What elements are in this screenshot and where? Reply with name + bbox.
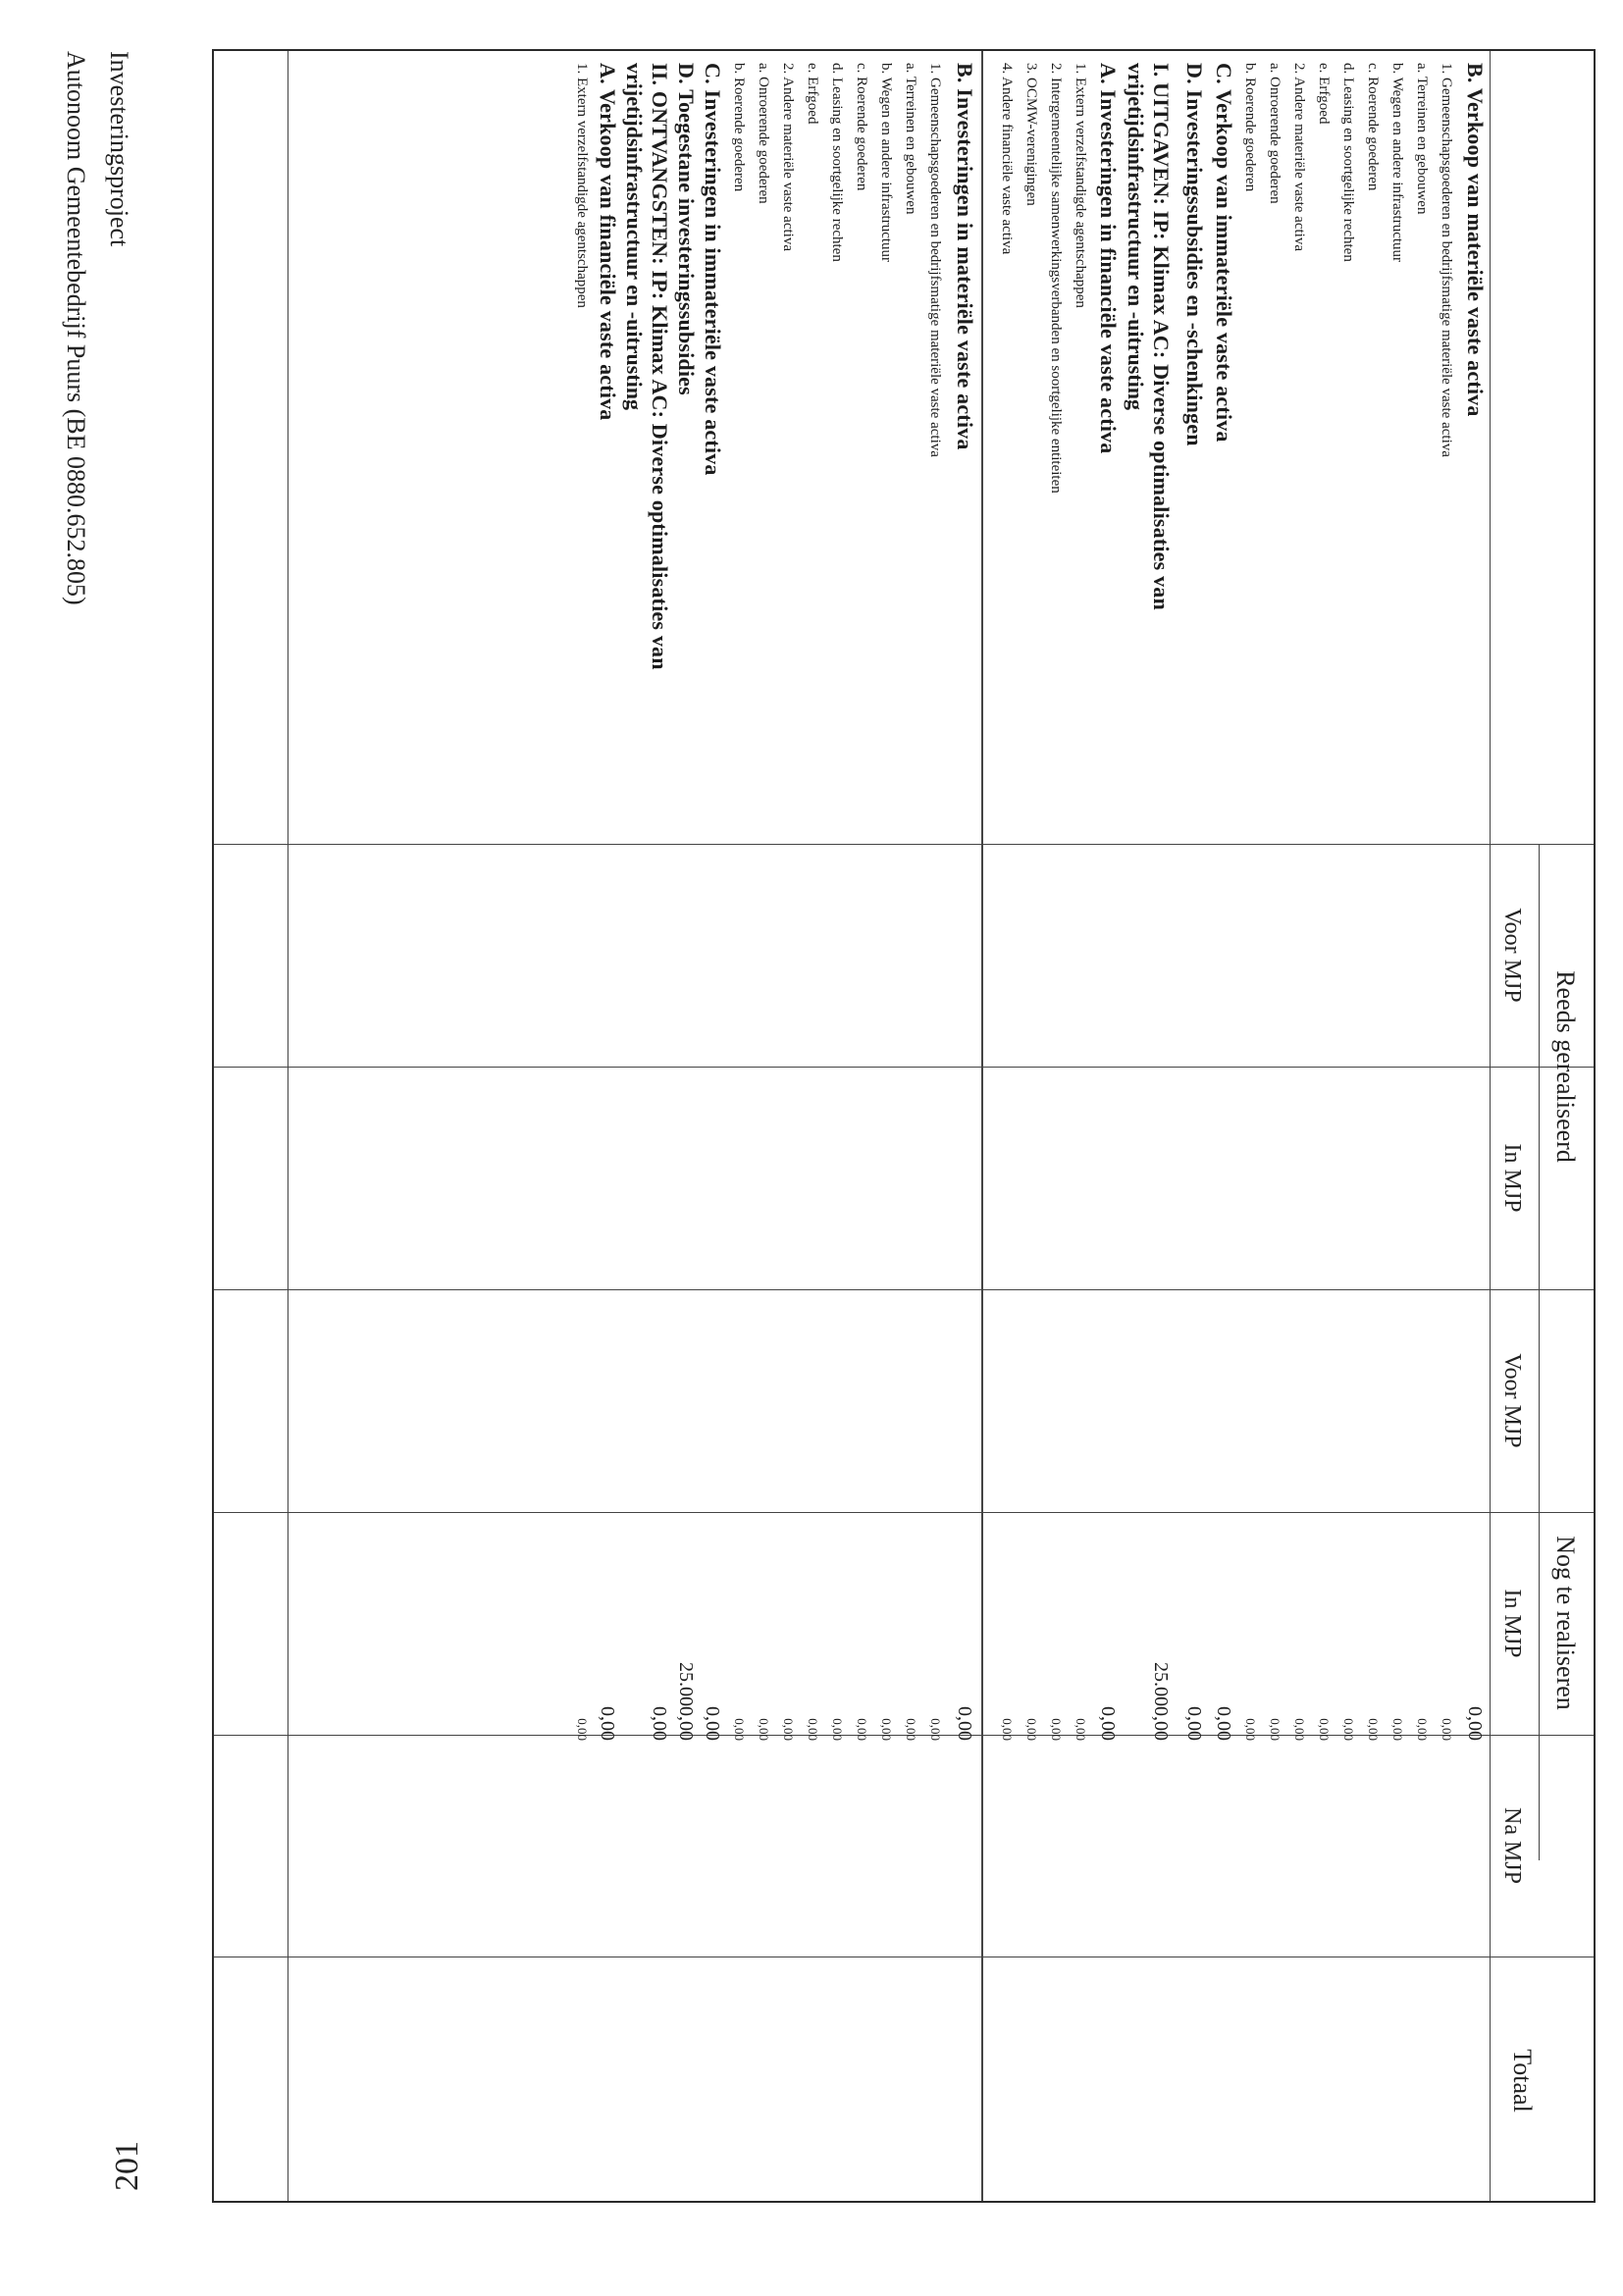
row-amount: 0,00 <box>1292 1718 1307 1741</box>
table-row <box>900 51 921 2201</box>
table-row <box>1125 51 1146 2201</box>
row-amount: 0,00 <box>781 1718 796 1741</box>
table-row <box>675 51 697 2201</box>
table-row <box>954 51 975 2201</box>
row-label: I. UITGAVEN: IP: Klimax AC: Diverse optimalisaties van <box>1149 63 1174 610</box>
row-amount: 0,00 <box>904 1718 918 1741</box>
row-label: 1. Extern verzelfstandigde agentschappen <box>574 63 590 308</box>
row-label: b. Roerende goederen <box>731 63 747 192</box>
row-label: 1. Gemeenschapsgoederen en bedrijfsmatige materiële vaste activa <box>1439 63 1454 457</box>
table-row <box>753 51 774 2201</box>
row-label: vrijetijdsinfrastructuur en -uitrusting <box>1124 63 1148 411</box>
row-amount: 0,00 <box>1440 1718 1454 1741</box>
header-nog-te-realiseren: Nog te realiseren <box>1551 1536 1580 1710</box>
header-reeds-gerealiseerd: Reeds gerealiseerd <box>1551 970 1580 1163</box>
table-row <box>1464 51 1486 2201</box>
footer-project: Investeringsproject <box>105 51 133 247</box>
row-label: a. Terreinen en gebouwen <box>903 63 918 215</box>
table-row <box>1337 51 1359 2201</box>
table-row <box>875 51 897 2201</box>
row-label: II. ONTVANGSTEN: IP: Klimax AC: Diverse optimalisaties van <box>648 63 672 670</box>
table-row <box>1411 51 1433 2201</box>
row-amount: 0,00 <box>1415 1718 1430 1741</box>
row-amount: 0,00 <box>1243 1718 1258 1741</box>
table-row <box>826 51 848 2201</box>
row-amount: 0,00 <box>1268 1718 1283 1741</box>
row-amount: 0,00 <box>954 1706 975 1741</box>
row-amount: 0,00 <box>1073 1718 1088 1741</box>
row-amount: 0,00 <box>830 1718 845 1741</box>
row-amount: 0,00 <box>575 1718 590 1741</box>
row-label: e. Erfgoed <box>1316 63 1332 125</box>
row-label: 2. Andere materiële vaste activa <box>1291 63 1307 251</box>
row-amount: 0,00 <box>702 1706 723 1741</box>
table-row <box>1097 51 1119 2201</box>
row-label: d. Leasing en soortgelijke rechten <box>1340 63 1356 262</box>
table-row <box>728 51 750 2201</box>
header-totaal: Totaal <box>1508 2049 1537 2113</box>
row-label: C. Investeringen in immateriële vaste activa <box>701 63 725 476</box>
section-divider <box>981 51 983 2201</box>
row-amount: 0,00 <box>879 1718 894 1741</box>
header-voor-mjp: Voor MJP <box>1499 908 1525 1003</box>
row-label: A. Investeringen in financiële vaste activa <box>1096 63 1121 454</box>
row-amount: 0,00 <box>649 1706 670 1741</box>
row-amount: 0,00 <box>1024 1718 1039 1741</box>
row-amount: 25.000,00 <box>675 1662 697 1741</box>
row-amount: 0,00 <box>597 1706 618 1741</box>
table-row <box>1045 51 1067 2201</box>
row-label: 1. Extern verzelfstandigde agentschappen <box>1073 63 1088 308</box>
table-row <box>1264 51 1285 2201</box>
row-amount: 0,00 <box>1366 1718 1381 1741</box>
row-label: c. Roerende goederen <box>1365 63 1381 191</box>
table-row <box>649 51 670 2201</box>
table-row <box>1387 51 1408 2201</box>
row-label: b. Wegen en andere infrastructuur <box>1389 63 1405 263</box>
row-label: c. Roerende goederen <box>854 63 869 191</box>
table-row <box>996 51 1018 2201</box>
table-row <box>1362 51 1384 2201</box>
table-row <box>777 51 799 2201</box>
table-row <box>1239 51 1261 2201</box>
header-voor-mjp: Voor MJP <box>1499 1353 1525 1448</box>
row-label: b. Wegen en andere infrastructuur <box>878 63 894 263</box>
table-row <box>1070 51 1091 2201</box>
row-label: D. Investeringssubsidies en -schenkingen <box>1182 63 1207 446</box>
row-amount: 25.000,00 <box>1150 1662 1172 1741</box>
row-label: A. Verkoop van financiële vaste activa <box>596 63 620 421</box>
row-label: 1. Gemeenschapsgoederen en bedrijfsmatige materiële vaste activa <box>927 63 943 457</box>
row-label: vrijetijdsinfrastructuur en -uitrusting <box>622 63 647 411</box>
table-row <box>1213 51 1234 2201</box>
row-label: B. Verkoop van materiële vaste activa <box>1463 63 1488 417</box>
row-amount: 0,00 <box>1390 1718 1405 1741</box>
row-amount: 0,00 <box>1183 1706 1205 1741</box>
table-row <box>1150 51 1172 2201</box>
row-label: b. Roerende goederen <box>1242 63 1258 192</box>
row-label: 3. OCMW-verenigingen <box>1023 63 1039 206</box>
row-label: B. Investeringen in materiële vaste activa <box>953 63 977 450</box>
row-amount: 0,00 <box>928 1718 943 1741</box>
table-row <box>924 51 946 2201</box>
row-amount: 0,00 <box>855 1718 869 1741</box>
row-label: D. Toegestane investeringssubsidies <box>674 63 699 395</box>
row-label: a. Onroerende goederen <box>1267 63 1283 204</box>
row-amount: 0,00 <box>806 1718 820 1741</box>
table-row <box>802 51 823 2201</box>
row-label: e. Erfgoed <box>805 63 820 125</box>
row-label: a. Onroerende goederen <box>756 63 771 204</box>
row-label: 4. Andere financiële vaste activa <box>999 63 1015 255</box>
row-label: C. Verkoop van immateriële vaste activa <box>1212 63 1236 443</box>
table-row <box>597 51 618 2201</box>
page-number: 201 <box>109 2141 145 2191</box>
header-in-mjp: In MJP <box>1499 1589 1525 1658</box>
investment-table <box>212 49 1596 2203</box>
table-row <box>1288 51 1310 2201</box>
row-amount: 0,00 <box>1317 1718 1332 1741</box>
footer-company: Autonoom Gemeentebedrijf Puurs (BE 0880.652.805) <box>62 51 90 605</box>
table-row <box>571 51 593 2201</box>
table-row <box>623 51 645 2201</box>
row-amount: 0,00 <box>732 1718 747 1741</box>
row-amount: 0,00 <box>757 1718 771 1741</box>
row-amount: 0,00 <box>1464 1706 1486 1741</box>
header-divider <box>1539 844 1540 1860</box>
row-label: a. Terreinen en gebouwen <box>1414 63 1430 215</box>
row-amount: 0,00 <box>1341 1718 1356 1741</box>
table-row <box>1183 51 1205 2201</box>
header-bottom-line <box>1490 51 1491 2201</box>
header-na-mjp: Na MJP <box>1499 1806 1525 1884</box>
row-label: 2. Andere materiële vaste activa <box>780 63 796 251</box>
row-label: 2. Intergemeentelijke samenwerkingsverbanden en soortgelijke entiteiten <box>1048 63 1064 494</box>
table-row <box>702 51 723 2201</box>
row-amount: 0,00 <box>1213 1706 1234 1741</box>
table-row <box>1313 51 1335 2201</box>
table-row <box>1021 51 1042 2201</box>
table-row <box>1436 51 1457 2201</box>
row-amount: 0,00 <box>1097 1706 1119 1741</box>
row-amount: 0,00 <box>1049 1718 1064 1741</box>
table-row <box>851 51 872 2201</box>
row-amount: 0,00 <box>1000 1718 1015 1741</box>
row-label: d. Leasing en soortgelijke rechten <box>829 63 845 262</box>
header-in-mjp: In MJP <box>1499 1143 1525 1213</box>
